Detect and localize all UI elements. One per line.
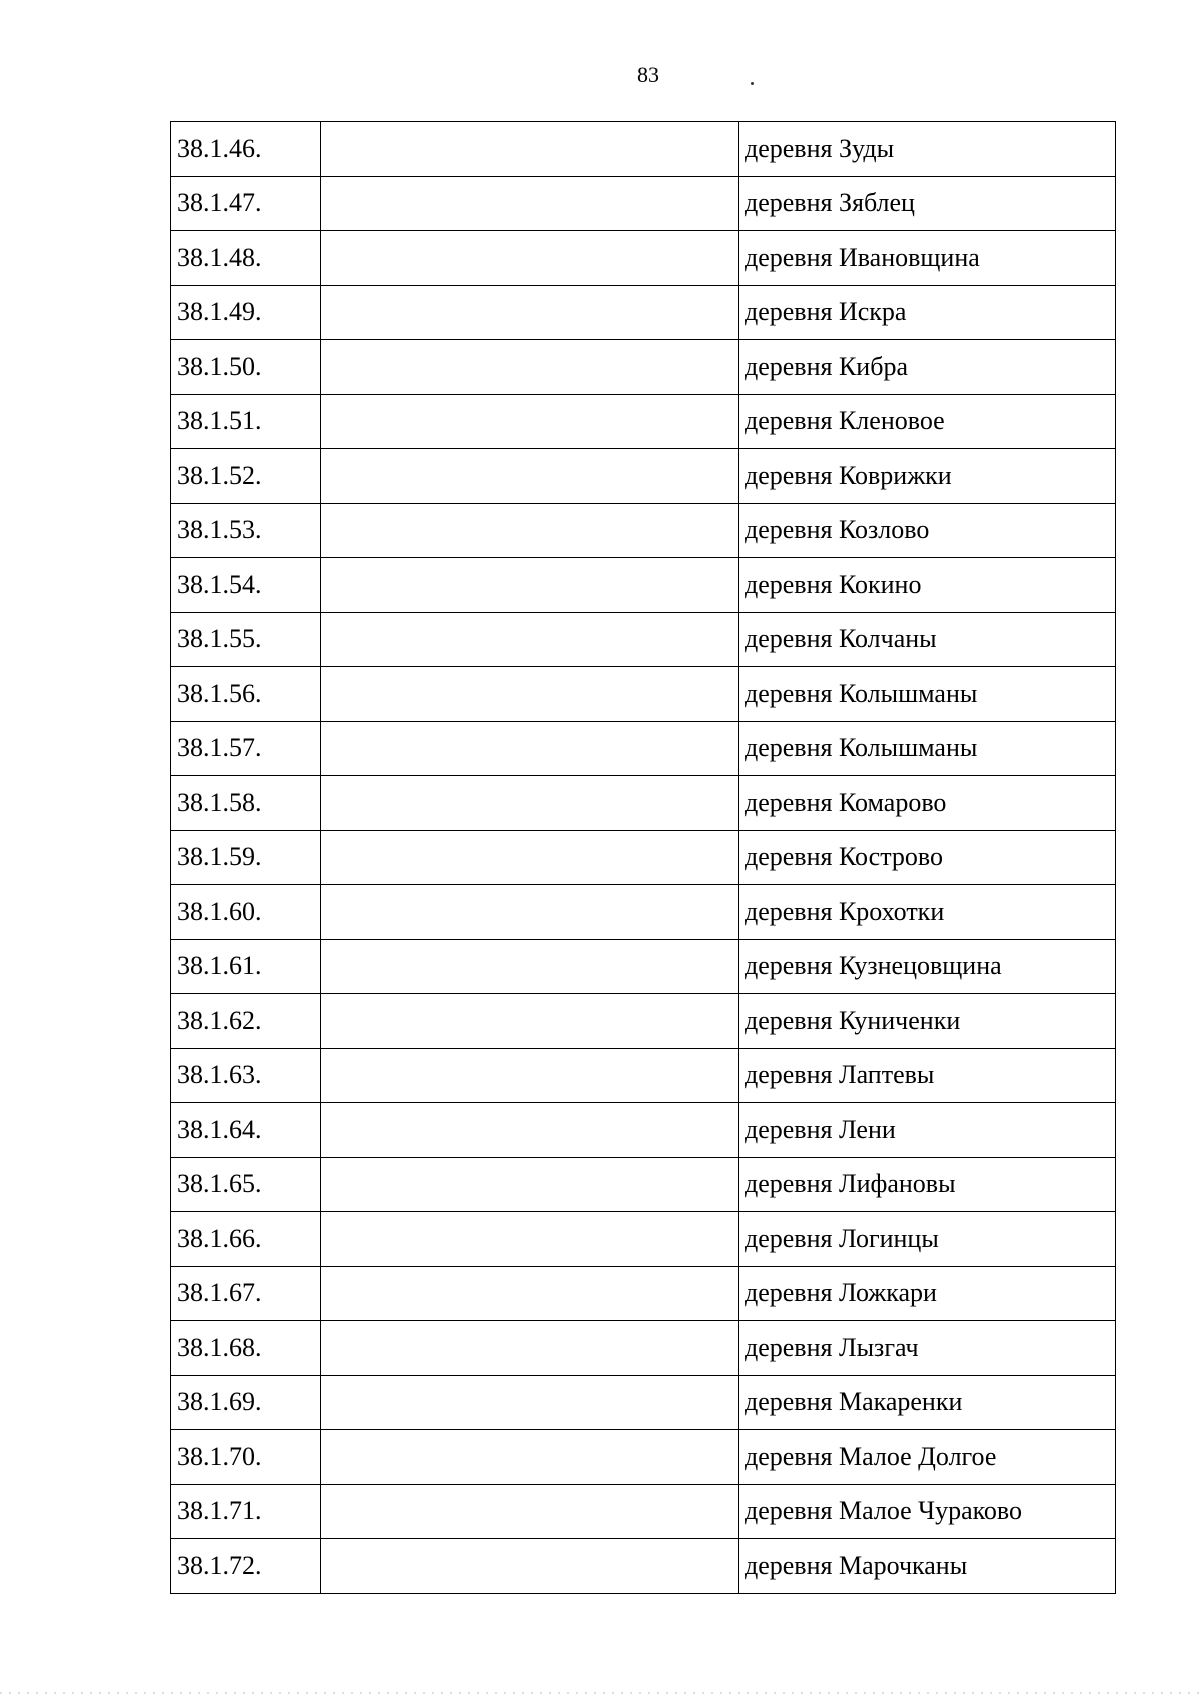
row-empty-cell	[321, 1539, 739, 1594]
row-number-cell: 38.1.66.	[171, 1212, 321, 1267]
row-settlement-name-cell: деревня Колчаны	[739, 612, 1116, 667]
row-number-cell: 38.1.52.	[171, 449, 321, 504]
row-number-cell: 38.1.48.	[171, 231, 321, 286]
row-empty-cell	[321, 1375, 739, 1430]
row-number-cell: 38.1.63.	[171, 1048, 321, 1103]
table-row	[171, 122, 1116, 177]
row-settlement-name-cell: деревня Зяблец	[739, 176, 1116, 231]
table-row	[171, 285, 1116, 340]
row-settlement-name-cell: деревня Зуды	[739, 122, 1116, 177]
row-empty-cell	[321, 939, 739, 994]
row-empty-cell	[321, 176, 739, 231]
row-number-cell: 38.1.65.	[171, 1157, 321, 1212]
row-empty-cell	[321, 231, 739, 286]
row-number-cell: 38.1.58.	[171, 776, 321, 831]
row-empty-cell	[321, 1157, 739, 1212]
row-number-cell: 38.1.55.	[171, 612, 321, 667]
row-settlement-name-cell: деревня Кострово	[739, 830, 1116, 885]
row-settlement-name-cell: деревня Лени	[739, 1103, 1116, 1158]
row-number-cell: 38.1.72.	[171, 1539, 321, 1594]
row-settlement-name-cell: деревня Кибра	[739, 340, 1116, 395]
page-number: 83	[637, 62, 659, 87]
row-number-cell: 38.1.54.	[171, 558, 321, 613]
table-row	[171, 340, 1116, 395]
row-settlement-name-cell: деревня Комарово	[739, 776, 1116, 831]
row-empty-cell	[321, 830, 739, 885]
row-settlement-name-cell: деревня Ложкари	[739, 1266, 1116, 1321]
row-number-cell: 38.1.50.	[171, 340, 321, 395]
table-row	[171, 939, 1116, 994]
row-number-cell: 38.1.67.	[171, 1266, 321, 1321]
row-number-cell: 38.1.56.	[171, 667, 321, 722]
row-empty-cell	[321, 1048, 739, 1103]
row-settlement-name-cell: деревня Колышманы	[739, 667, 1116, 722]
row-empty-cell	[321, 721, 739, 776]
row-settlement-name-cell: деревня Марочканы	[739, 1539, 1116, 1594]
row-settlement-name-cell: деревня Кокино	[739, 558, 1116, 613]
row-settlement-name-cell: деревня Макаренки	[739, 1375, 1116, 1430]
table-row	[171, 1157, 1116, 1212]
row-settlement-name-cell: деревня Ивановщина	[739, 231, 1116, 286]
row-empty-cell	[321, 994, 739, 1049]
table-row	[171, 667, 1116, 722]
table-row	[171, 1539, 1116, 1594]
row-empty-cell	[321, 1266, 739, 1321]
settlements-table-body	[171, 122, 1116, 1594]
settlements-table	[170, 121, 1116, 1594]
table-row	[171, 830, 1116, 885]
table-row	[171, 1266, 1116, 1321]
row-settlement-name-cell: деревня Куниченки	[739, 994, 1116, 1049]
table-row	[171, 994, 1116, 1049]
table-row	[171, 449, 1116, 504]
row-settlement-name-cell: деревня Лифановы	[739, 1157, 1116, 1212]
scan-edge-artifact	[0, 1692, 1200, 1694]
table-row	[171, 1484, 1116, 1539]
row-number-cell: 38.1.61.	[171, 939, 321, 994]
row-empty-cell	[321, 667, 739, 722]
row-settlement-name-cell: деревня Крохотки	[739, 885, 1116, 940]
row-empty-cell	[321, 394, 739, 449]
row-settlement-name-cell: деревня Лызгач	[739, 1321, 1116, 1376]
table-row	[171, 231, 1116, 286]
row-settlement-name-cell: деревня Колышманы	[739, 721, 1116, 776]
row-number-cell: 38.1.49.	[171, 285, 321, 340]
table-row	[171, 1212, 1116, 1267]
row-number-cell: 38.1.60.	[171, 885, 321, 940]
row-settlement-name-cell: деревня Лаптевы	[739, 1048, 1116, 1103]
row-settlement-name-cell: деревня Козлово	[739, 503, 1116, 558]
row-settlement-name-cell: деревня Логинцы	[739, 1212, 1116, 1267]
row-empty-cell	[321, 612, 739, 667]
row-empty-cell	[321, 1484, 739, 1539]
table-row	[171, 176, 1116, 231]
row-number-cell: 38.1.59.	[171, 830, 321, 885]
row-settlement-name-cell: деревня Искра	[739, 285, 1116, 340]
row-empty-cell	[321, 285, 739, 340]
row-empty-cell	[321, 449, 739, 504]
row-empty-cell	[321, 885, 739, 940]
row-empty-cell	[321, 776, 739, 831]
table-row	[171, 1321, 1116, 1376]
table-row	[171, 612, 1116, 667]
table-row	[171, 776, 1116, 831]
row-number-cell: 38.1.64.	[171, 1103, 321, 1158]
scan-artifact-dot	[751, 82, 754, 85]
table-row	[171, 721, 1116, 776]
table-row	[171, 558, 1116, 613]
row-number-cell: 38.1.70.	[171, 1430, 321, 1485]
table-row	[171, 1430, 1116, 1485]
row-number-cell: 38.1.62.	[171, 994, 321, 1049]
row-empty-cell	[321, 1321, 739, 1376]
row-number-cell: 38.1.47.	[171, 176, 321, 231]
row-settlement-name-cell: деревня Кузнецовщина	[739, 939, 1116, 994]
row-number-cell: 38.1.57.	[171, 721, 321, 776]
row-empty-cell	[321, 122, 739, 177]
row-empty-cell	[321, 558, 739, 613]
row-settlement-name-cell: деревня Малое Долгое	[739, 1430, 1116, 1485]
row-number-cell: 38.1.68.	[171, 1321, 321, 1376]
row-number-cell: 38.1.71.	[171, 1484, 321, 1539]
row-number-cell: 38.1.46.	[171, 122, 321, 177]
row-number-cell: 38.1.51.	[171, 394, 321, 449]
table-row	[171, 1375, 1116, 1430]
row-empty-cell	[321, 1430, 739, 1485]
row-settlement-name-cell: деревня Коврижки	[739, 449, 1116, 504]
row-empty-cell	[321, 340, 739, 395]
row-empty-cell	[321, 1212, 739, 1267]
table-row	[171, 503, 1116, 558]
row-settlement-name-cell: деревня Малое Чураково	[739, 1484, 1116, 1539]
row-settlement-name-cell: деревня Кленовое	[739, 394, 1116, 449]
row-empty-cell	[321, 503, 739, 558]
row-empty-cell	[321, 1103, 739, 1158]
row-number-cell: 38.1.53.	[171, 503, 321, 558]
table-row	[171, 1048, 1116, 1103]
row-number-cell: 38.1.69.	[171, 1375, 321, 1430]
table-row	[171, 885, 1116, 940]
table-row	[171, 394, 1116, 449]
table-row	[171, 1103, 1116, 1158]
